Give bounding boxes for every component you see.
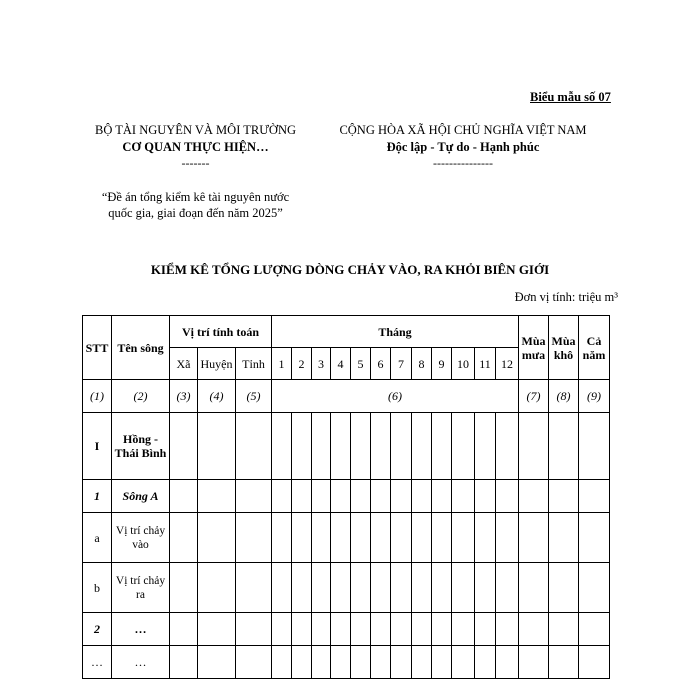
row-stt: b (83, 563, 112, 613)
numbering-row (83, 380, 610, 413)
table-row (83, 513, 610, 563)
column-number: (7) (519, 380, 549, 413)
month-3-header: 3 (312, 348, 331, 380)
month-11-header: 11 (475, 348, 496, 380)
river-header: Tên sông (112, 316, 170, 380)
implementing-agency: CƠ QUAN THỰC HIỆN… (122, 140, 269, 154)
column-number: (4) (198, 380, 236, 413)
row-stt: 2 (83, 613, 112, 646)
district-header: Huyện (198, 348, 236, 380)
row-river-name: Hồng - Thái Bình (112, 413, 170, 480)
agency-header (78, 122, 313, 170)
stt-header: STT (83, 316, 112, 380)
full-year-header: Cả năm (579, 316, 610, 380)
ministry-name: BỘ TÀI NGUYÊN VÀ MÔI TRƯỜNG (94, 123, 297, 137)
column-number: (5) (236, 380, 272, 413)
months-header: Tháng (272, 316, 519, 348)
nation-divider: --------------- (433, 156, 493, 170)
month-9-header: 9 (432, 348, 452, 380)
column-number: (3) (170, 380, 198, 413)
column-number: (9) (579, 380, 610, 413)
row-river-name: … (112, 613, 170, 646)
month-6-header: 6 (371, 348, 391, 380)
month-10-header: 10 (452, 348, 475, 380)
row-stt: … (83, 646, 112, 679)
month-5-header: 5 (351, 348, 371, 380)
nation-header (318, 122, 608, 170)
row-stt: 1 (83, 480, 112, 513)
form-number: Biểu mẫu số 07 (530, 90, 611, 104)
row-stt: I (83, 413, 112, 480)
agency-divider: ------- (181, 156, 210, 170)
column-number: (2) (112, 380, 170, 413)
motto: Độc lập - Tự do - Hạnh phúc (386, 140, 540, 154)
row-stt: a (83, 513, 112, 563)
column-number: (1) (83, 380, 112, 413)
document-title: KIỂM KÊ TỔNG LƯỢNG DÒNG CHẢY VÀO, RA KHỎI BIÊN GIỚI (150, 262, 550, 277)
month-2-header: 2 (292, 348, 312, 380)
dry-season-header: Mùa khô (549, 316, 579, 380)
row-river-name: Vị trí chảy vào (112, 513, 170, 563)
unit-label: Đơn vị tính: triệu m³ (514, 290, 618, 304)
country-name: CỘNG HÒA XÃ HỘI CHỦ NGHĨA VIỆT NAM (339, 123, 587, 137)
commune-header: Xã (170, 348, 198, 380)
month-4-header: 4 (331, 348, 351, 380)
project-line-1: “Đề án tổng kiểm kê tài nguyên nước (101, 190, 290, 204)
project-name (78, 189, 313, 221)
column-number: (6) (272, 380, 519, 413)
table-row (83, 563, 610, 613)
row-river-name: Sông A (112, 480, 170, 513)
table-row (83, 613, 610, 646)
inventory-table (82, 315, 610, 679)
location-header: Vị trí tính toán (170, 316, 272, 348)
row-river-name: … (112, 646, 170, 679)
month-8-header: 8 (412, 348, 432, 380)
table-row (83, 413, 610, 480)
header-row-1 (83, 316, 610, 348)
month-12-header: 12 (496, 348, 519, 380)
month-7-header: 7 (391, 348, 412, 380)
project-line-2: quốc gia, giai đoạn đến năm 2025” (108, 206, 283, 220)
rainy-season-header: Mùa mưa (519, 316, 549, 380)
table-row (83, 646, 610, 679)
table-row (83, 480, 610, 513)
month-1-header: 1 (272, 348, 292, 380)
row-river-name: Vị trí chảy ra (112, 563, 170, 613)
province-header: Tỉnh (236, 348, 272, 380)
column-number: (8) (549, 380, 579, 413)
